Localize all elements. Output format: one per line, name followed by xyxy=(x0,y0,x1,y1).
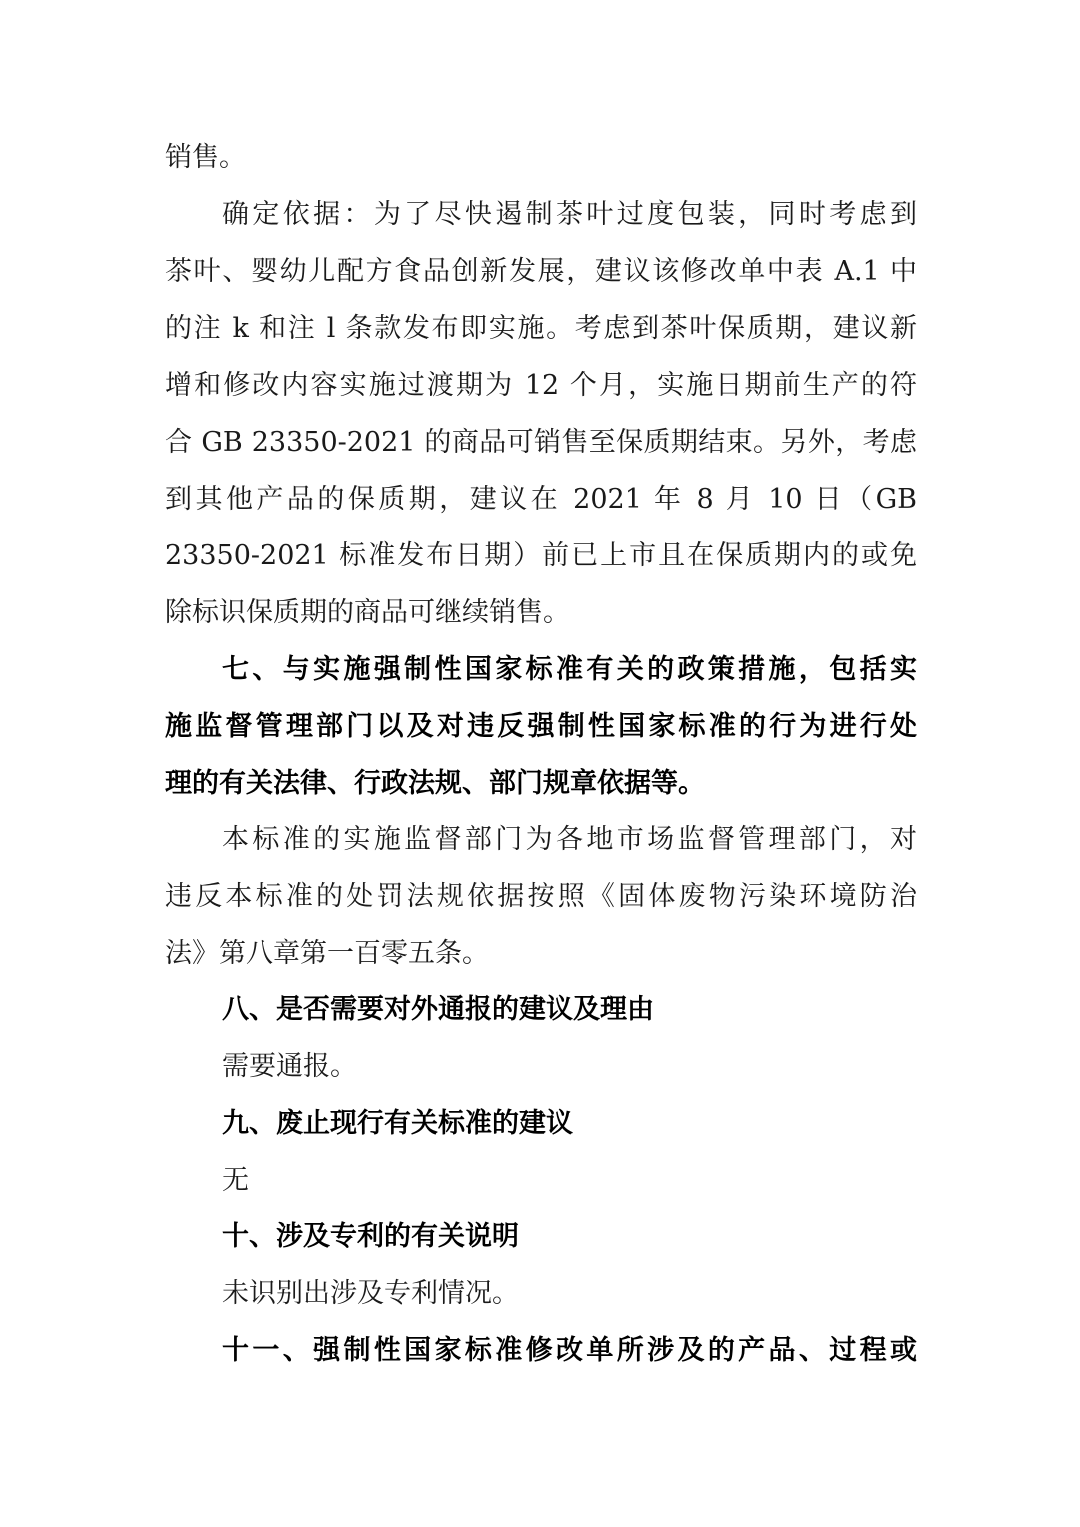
body-line: 茶叶、婴幼儿配方食品创新发展，建议该修改单中表 A.1 中 xyxy=(165,256,917,287)
body-line: 除标识保质期的商品可继续销售。 xyxy=(165,597,570,628)
body-line: 未识别出涉及专利情况。 xyxy=(222,1278,519,1309)
body-line: 增和修改内容实施过渡期为 12 个月，实施日期前生产的符 xyxy=(165,370,917,401)
body-line: 的注 k 和注 l 条款发布即实施。考虑到茶叶保质期，建议新 xyxy=(165,313,917,344)
body-line: 到其他产品的保质期，建议在 2021 年 8 月 10 日（GB xyxy=(165,484,917,515)
body-line: 无 xyxy=(222,1165,249,1196)
section-heading-11: 十一、强制性国家标准修改单所涉及的产品、过程或 xyxy=(222,1335,917,1366)
body-line: 违反本标准的处罚法规依据按照《固体废物污染环境防治 xyxy=(165,881,917,912)
body-line: 销售。 xyxy=(165,142,246,173)
body-line: 23350-2021 标准发布日期）前已上市且在保质期内的或免 xyxy=(165,540,917,571)
section-heading-7: 七、与实施强制性国家标准有关的政策措施，包括实 xyxy=(222,654,917,685)
section-heading-9: 九、废止现行有关标准的建议 xyxy=(222,1108,573,1139)
section-heading-7-line: 施监督管理部门以及对违反强制性国家标准的行为进行处 xyxy=(165,711,917,742)
section-heading-7-line: 理的有关法律、行政法规、部门规章依据等。 xyxy=(165,768,705,799)
body-line: 本标准的实施监督部门为各地市场监督管理部门，对 xyxy=(222,824,917,855)
section-heading-8: 八、是否需要对外通报的建议及理由 xyxy=(222,994,654,1025)
body-line: 法》第八章第一百零五条。 xyxy=(165,938,489,969)
body-line: 合 GB 23350-2021 的商品可销售至保质期结束。另外，考虑 xyxy=(165,427,917,458)
section-heading-10: 十、涉及专利的有关说明 xyxy=(222,1221,519,1252)
body-line: 需要通报。 xyxy=(222,1051,357,1082)
body-line: 确定依据：为了尽快遏制茶叶过度包装，同时考虑到 xyxy=(222,199,917,230)
